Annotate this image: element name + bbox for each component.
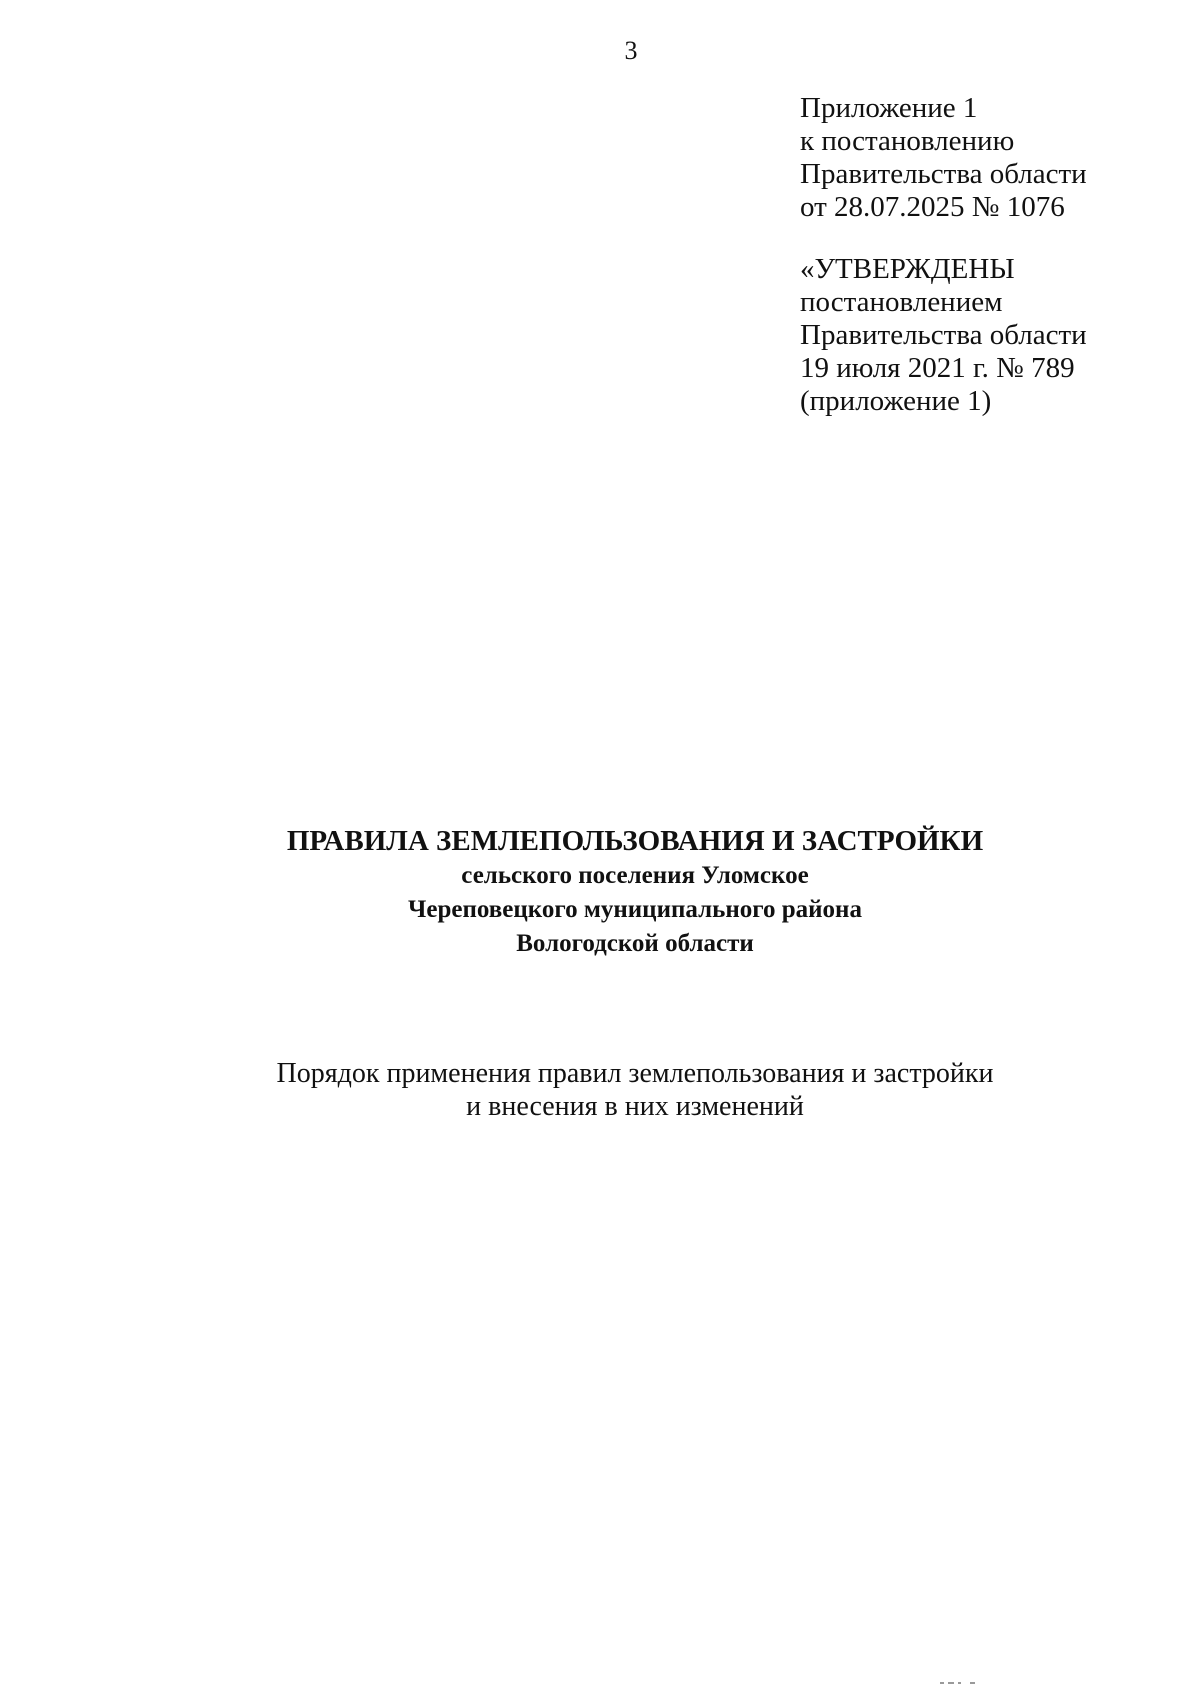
title-main: ПРАВИЛА ЗЕМЛЕПОЛЬЗОВАНИЯ И ЗАСТРОЙКИ [286,825,984,857]
title-district: Череповецкого муниципального района [408,896,862,923]
annex-reference [800,92,1087,224]
approval-line: (приложение 1) [800,385,992,417]
approval-line: Правительства области [800,319,1087,351]
subtitle-line-2: и внесения в них изменений [466,1091,804,1122]
subtitle-line-1: Порядок применения правил землепользования и застройки [276,1058,994,1089]
scan-speck [940,1682,944,1684]
approval-line: постановлением [800,286,1003,318]
approval-line: 19 июля 2021 г. № 789 [800,352,1075,384]
scan-artifact [940,1682,1000,1686]
page-number: 3 [624,36,638,65]
document-title [0,823,1200,961]
annex-line: от 28.07.2025 № 1076 [800,191,1065,223]
approval-line: «УТВЕРЖДЕНЫ [800,253,1015,285]
approval-stamp-text [800,253,1087,418]
title-settlement: сельского поселения Уломское [461,862,809,889]
scan-speck [948,1682,954,1684]
annex-line: к постановлению [800,125,1015,157]
scan-speck [970,1682,975,1684]
scan-speck [958,1682,961,1684]
annex-line: Правительства области [800,158,1087,190]
annex-line: Приложение 1 [800,92,978,124]
document-subtitle [0,1057,1200,1123]
title-region: Вологодской области [516,930,754,957]
